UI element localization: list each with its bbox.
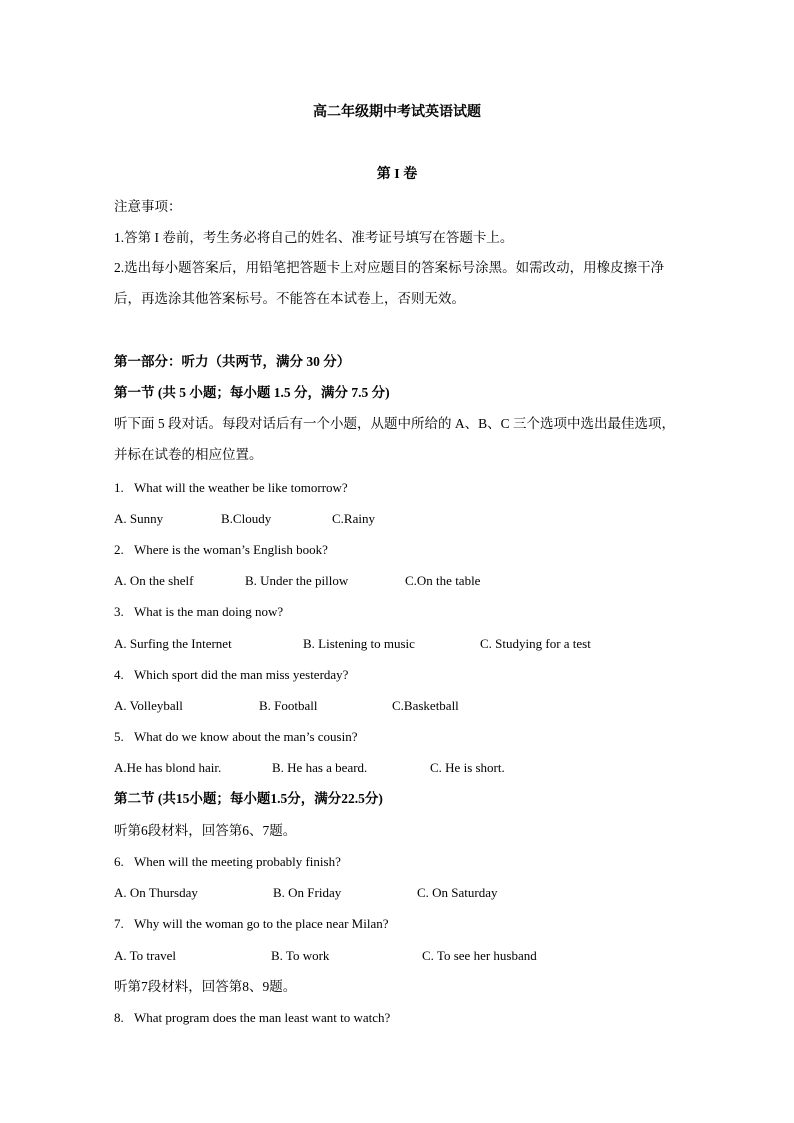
option-a: A. To travel (114, 948, 177, 963)
volume-title: 第 I 卷 (376, 167, 418, 182)
option-a: A.He has blond hair. (114, 760, 222, 775)
question-number: 7. (114, 916, 124, 931)
option-c: C. On Saturday (417, 885, 498, 900)
option-a: A. On the shelf (114, 573, 194, 588)
option-c: C.Basketball (392, 698, 459, 713)
option-b: B. He has a beard. (272, 760, 368, 775)
option-b: B. Under the pillow (245, 573, 349, 588)
option-b: B. Football (259, 698, 318, 713)
option-b: B. To work (271, 948, 330, 963)
question-text: What do we know about the man’s cousin? (134, 729, 358, 744)
question-number: 3. (114, 604, 124, 619)
question-text: What program does the man least want to watch? (134, 1010, 391, 1025)
question-text: What will the weather be like tomorrow? (134, 480, 348, 495)
question-3 (114, 603, 283, 621)
question-number: 6. (114, 854, 124, 869)
question-1 (114, 479, 348, 497)
question-number: 5. (114, 729, 124, 744)
question-5 (114, 728, 357, 746)
question-2 (114, 541, 328, 559)
notice-heading: 注意事项： (114, 199, 182, 214)
option-a: A. Sunny (114, 511, 164, 526)
option-b: B. Listening to music (303, 636, 415, 651)
option-c: C. He is short. (430, 760, 505, 775)
section1-instructions: 听下面 5 段对话。每段对话后有一个小题，从题中所给的 A、B、C 三个选项中选出最佳选项，并标在试卷的相应位置。 (114, 416, 676, 462)
notice-item-1: 1.答第 I 卷前，考生务必将自己的姓名、准考证号填写在答题卡上。 (114, 230, 514, 245)
option-a: A. Surfing the Internet (114, 636, 232, 651)
question-text: When will the meeting probably finish? (134, 854, 341, 869)
section2-heading: 第二节 (共15小题；每小题1.5分，满分22.5分) (114, 791, 383, 806)
question-number: 8. (114, 1010, 124, 1025)
question-6 (114, 853, 341, 871)
notice-item-2: 2.选出每小题答案后，用铅笔把答题卡上对应题目的答案标号涂黑。如需改动，用橡皮擦干净后，再选涂其他答案标号。不能答在本试卷上，否则无效。 (114, 260, 665, 306)
option-b: B.Cloudy (221, 511, 272, 526)
question-4 (114, 666, 348, 684)
option-a: A. Volleyball (114, 698, 183, 713)
option-c: C.On the table (405, 573, 481, 588)
option-c: C.Rainy (332, 511, 375, 526)
option-a: A. On Thursday (114, 885, 198, 900)
question-text: Why will the woman go to the place near Milan? (134, 916, 389, 931)
question-8 (114, 1009, 390, 1027)
section1-heading: 第一节 (共 5 小题；每小题 1.5 分，满分 7.5 分) (114, 385, 390, 400)
question-text: What is the man doing now? (134, 604, 284, 619)
option-c: C. Studying for a test (480, 636, 591, 651)
question-7 (114, 915, 389, 933)
question-number: 2. (114, 542, 124, 557)
material-7-instruction: 听第7段材料，回答第8、9题。 (114, 979, 297, 994)
question-text: Which sport did the man miss yesterday? (134, 667, 349, 682)
question-number: 4. (114, 667, 124, 682)
option-b: B. On Friday (273, 885, 342, 900)
material-6-instruction: 听第6段材料，回答第6、7题。 (114, 823, 297, 838)
question-number: 1. (114, 480, 124, 495)
question-text: Where is the woman’s English book? (134, 542, 328, 557)
option-c: C. To see her husband (422, 948, 537, 963)
part1-heading: 第一部分：听力（共两节，满分 30 分） (114, 354, 351, 369)
exam-title: 高二年级期中考试英语试题 (313, 105, 481, 120)
